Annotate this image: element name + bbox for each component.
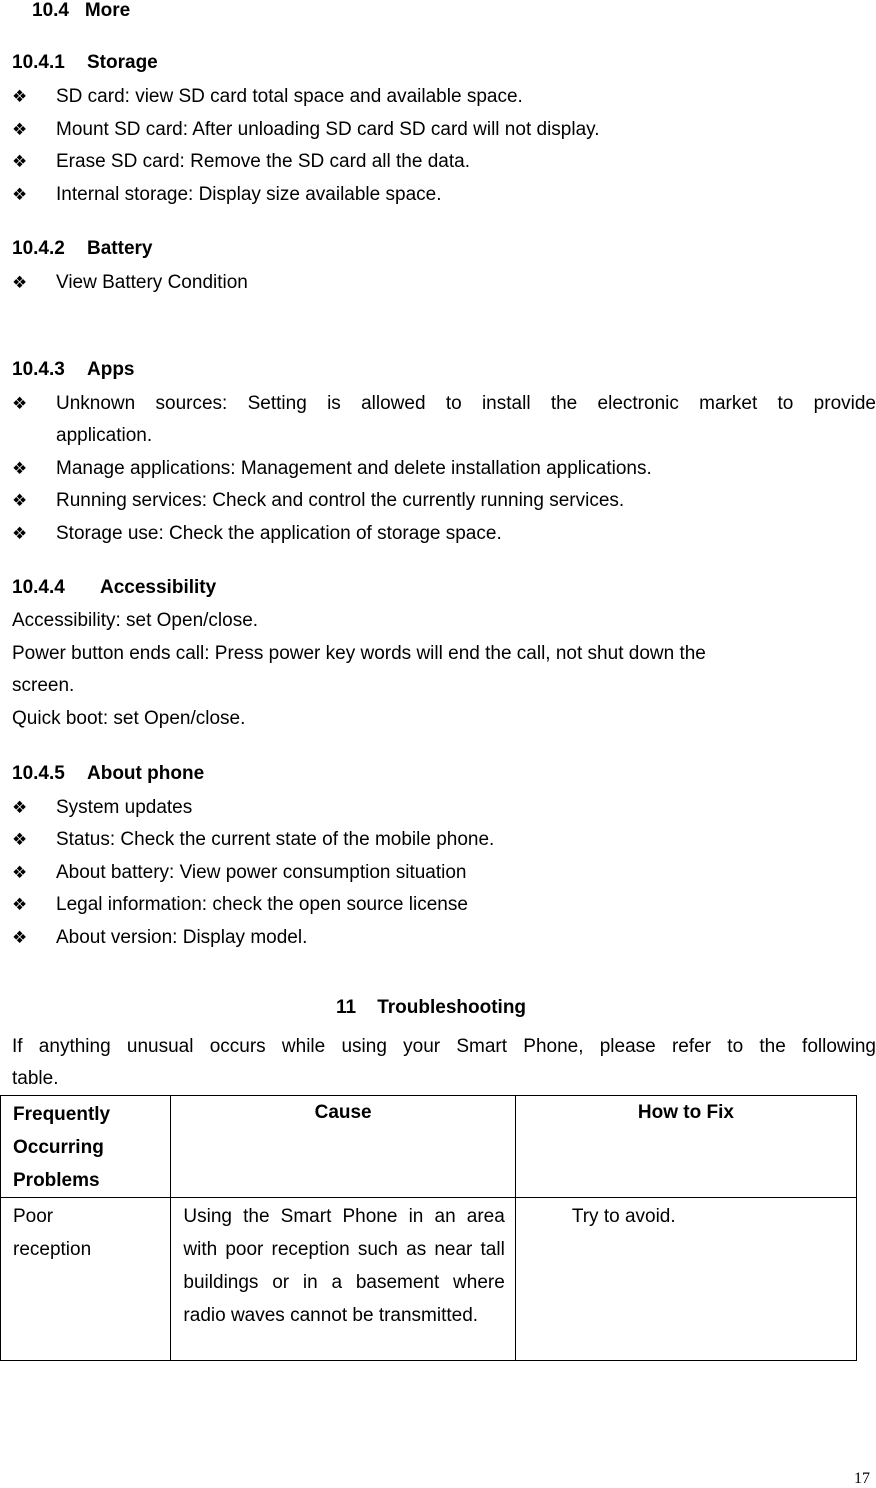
troubleshooting-intro-line: If anything unusual occurs while using your Smart Phone, please refer to the following — [12, 1036, 876, 1057]
list-item — [12, 148, 876, 176]
list-item-text: About version: Display model. — [56, 927, 308, 948]
apps-number: 10.4.3 — [12, 359, 65, 380]
list-item-text: Mount SD card: After unloading SD card SD card will not display. — [56, 119, 600, 140]
troubleshooting-title: Troubleshooting — [377, 997, 527, 1018]
section-heading — [32, 0, 130, 22]
list-item — [12, 83, 876, 111]
bullet-icon: ❖ — [12, 798, 28, 818]
about-title: About phone — [87, 763, 205, 784]
section-number: 10.4 — [32, 0, 69, 21]
bullet-icon: ❖ — [12, 120, 28, 140]
accessibility-heading — [12, 577, 216, 599]
list-item — [12, 859, 876, 887]
table-row — [1, 1198, 857, 1361]
accessibility-line: Power button ends call: Press power key words will end the call, not shut down the — [12, 643, 706, 664]
list-item — [12, 826, 876, 854]
accessibility-line: screen. — [12, 675, 75, 696]
list-item-text: Running services: Check and control the currently running services. — [56, 490, 625, 511]
list-item — [12, 891, 876, 919]
list-item-text: Legal information: check the open source license — [56, 894, 468, 915]
bullet-icon: ❖ — [12, 895, 28, 915]
list-item-text: Status: Check the current state of the mobile phone. — [56, 829, 495, 850]
list-item-text: SD card: view SD card total space and available space. — [56, 86, 523, 107]
table-cell-problem: Poor reception — [1, 1198, 171, 1361]
table-header-cell: How to Fix — [515, 1096, 856, 1198]
storage-number: 10.4.1 — [12, 52, 65, 73]
table-cell-fix: Try to avoid. — [515, 1198, 856, 1361]
page-number: 17 — [854, 1470, 870, 1487]
list-item — [12, 269, 876, 297]
table-header-row — [1, 1096, 857, 1198]
list-item — [12, 924, 876, 952]
list-item-text: System updates — [56, 797, 193, 818]
list-item-text: Storage use: Check the application of storage space. — [56, 523, 502, 544]
list-item — [12, 181, 876, 209]
list-item-text: Unknown sources: Setting is allowed to install the electronic market to provide — [56, 393, 876, 414]
battery-number: 10.4.2 — [12, 238, 65, 259]
bullet-icon: ❖ — [12, 87, 28, 107]
list-item — [12, 455, 876, 483]
storage-heading — [12, 52, 158, 74]
apps-heading — [12, 359, 135, 381]
bullet-icon: ❖ — [12, 185, 28, 205]
bullet-icon: ❖ — [12, 524, 28, 544]
list-item — [12, 794, 876, 822]
list-item-text: About battery: View power consumption situation — [56, 862, 467, 883]
storage-title: Storage — [87, 52, 158, 73]
about-number: 10.4.5 — [12, 763, 65, 784]
accessibility-number: 10.4.4 — [12, 577, 65, 598]
bullet-icon: ❖ — [12, 863, 28, 883]
bullet-icon: ❖ — [12, 459, 28, 479]
table-cell-cause: Using the Smart Phone in an area with poor reception such as near tall buildings or in a basement where radio waves cannot be transmitted. — [171, 1198, 515, 1361]
accessibility-line: Accessibility: set Open/close. — [12, 610, 259, 631]
battery-heading — [12, 238, 152, 260]
battery-title: Battery — [87, 238, 153, 259]
list-item — [12, 487, 876, 515]
list-item — [12, 390, 876, 418]
table-header-cell: Cause — [171, 1096, 515, 1198]
accessibility-line: Quick boot: set Open/close. — [12, 708, 246, 729]
troubleshooting-table — [0, 1095, 857, 1361]
list-item — [12, 520, 876, 548]
apps-title: Apps — [87, 359, 135, 380]
list-item-text: Manage applications: Management and delete installation applications. — [56, 458, 652, 479]
list-item-text: View Battery Condition — [56, 272, 248, 293]
bullet-icon: ❖ — [12, 491, 28, 511]
section-title: More — [84, 0, 131, 21]
table-header-cell: Frequently Occurring Problems — [1, 1096, 171, 1198]
troubleshooting-intro-continuation: table. — [12, 1068, 59, 1089]
list-item-text: Internal storage: Display size available space. — [56, 184, 442, 205]
troubleshooting-number: 11 — [336, 997, 357, 1018]
accessibility-title: Accessibility — [100, 577, 217, 598]
bullet-icon: ❖ — [12, 152, 28, 172]
bullet-icon: ❖ — [12, 830, 28, 850]
bullet-icon: ❖ — [12, 928, 28, 948]
bullet-icon: ❖ — [12, 394, 28, 414]
list-item — [12, 116, 876, 144]
bullet-icon: ❖ — [12, 273, 28, 293]
list-item-continuation: application. — [56, 425, 153, 446]
list-item-text: Erase SD card: Remove the SD card all the data. — [56, 151, 470, 172]
about-heading — [12, 763, 204, 785]
troubleshooting-heading — [336, 997, 526, 1019]
